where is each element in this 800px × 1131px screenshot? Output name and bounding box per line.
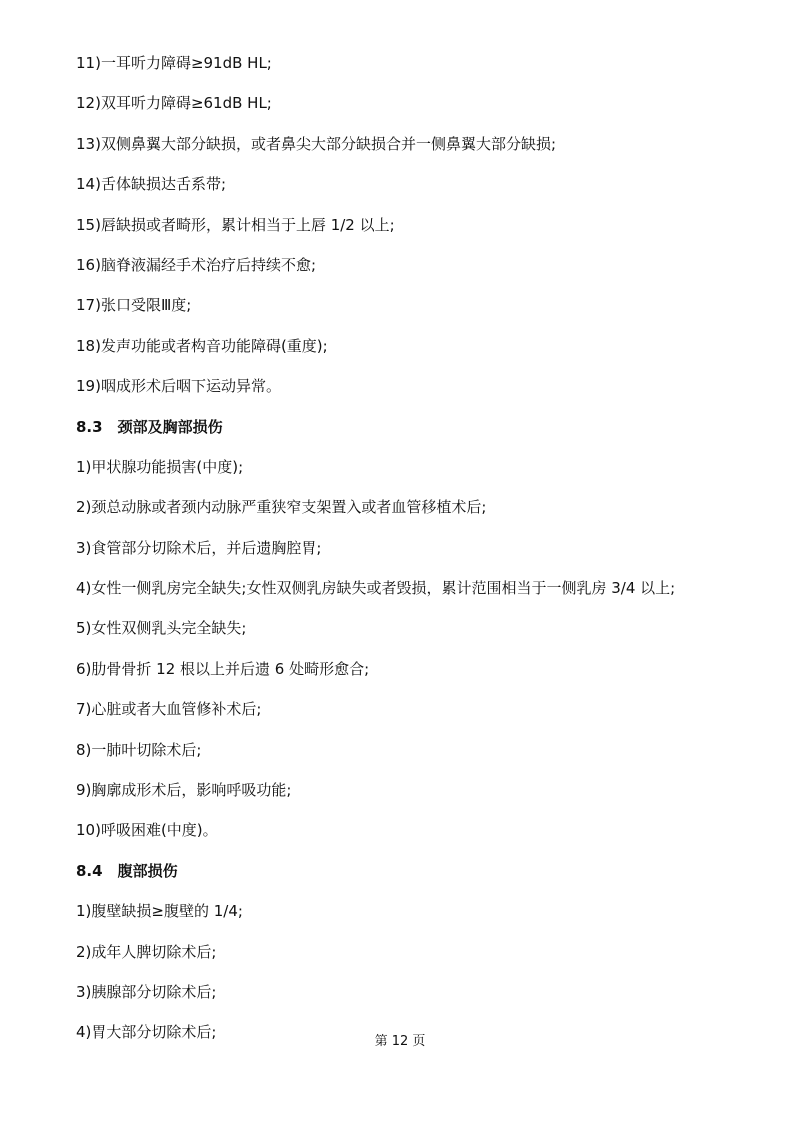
- list-item: 2)成年人脾切除术后;: [76, 942, 217, 961]
- section-heading: 8.3 颈部及胸部损伤: [76, 417, 223, 436]
- document-body: [76, 48, 776, 1058]
- page-number: 第 12 页: [374, 1034, 426, 1049]
- list-item: 14)舌体缺损达舌系带;: [76, 175, 226, 194]
- list-item: 10)呼吸困难(中度)。: [76, 821, 218, 840]
- list-item: 5)女性双侧乳头完全缺失;: [76, 619, 247, 638]
- list-item: 4)胃大部分切除术后;: [76, 1023, 217, 1042]
- list-item: 13)双侧鼻翼大部分缺损，或者鼻尖大部分缺损合并一侧鼻翼大部分缺损;: [76, 134, 556, 153]
- list-item: 2)颈总动脉或者颈内动脉严重狭窄支架置入或者血管移植术后;: [76, 498, 487, 517]
- list-item: 1)甲状腺功能损害(中度);: [76, 457, 244, 476]
- list-item: 12)双耳听力障碍≥61dB HL;: [76, 94, 272, 113]
- list-item: 3)胰腺部分切除术后;: [76, 982, 217, 1001]
- list-item: 9)胸廓成形术后，影响呼吸功能;: [76, 781, 292, 800]
- list-item: 15)唇缺损或者畸形，累计相当于上唇 1/2 以上;: [76, 215, 395, 234]
- list-item: 11)一耳听力障碍≥91dB HL;: [76, 54, 272, 72]
- list-item: 7)心脏或者大血管修补术后;: [76, 700, 262, 719]
- list-item: 18)发声功能或者构音功能障碍(重度);: [76, 336, 328, 355]
- section-heading: 8.4 腹部损伤: [76, 861, 178, 880]
- list-item: 16)脑脊液漏经手术治疗后持续不愈;: [76, 255, 316, 274]
- list-item: 17)张口受限Ⅲ度;: [76, 296, 192, 315]
- list-item: 4)女性一侧乳房完全缺失;女性双侧乳房缺失或者毁损，累计范围相当于一侧乳房 3/4 以上;: [76, 579, 676, 598]
- list-item: 6)肋骨骨折 12 根以上并后遗 6 处畸形愈合;: [76, 659, 370, 678]
- list-item: 3)食管部分切除术后，并后遗胸腔胃;: [76, 538, 322, 557]
- list-item: 19)咽成形术后咽下运动异常。: [76, 377, 281, 396]
- list-item: 8)一肺叶切除术后;: [76, 740, 202, 759]
- list-item: 1)腹壁缺损≥腹壁的 1/4;: [76, 902, 243, 921]
